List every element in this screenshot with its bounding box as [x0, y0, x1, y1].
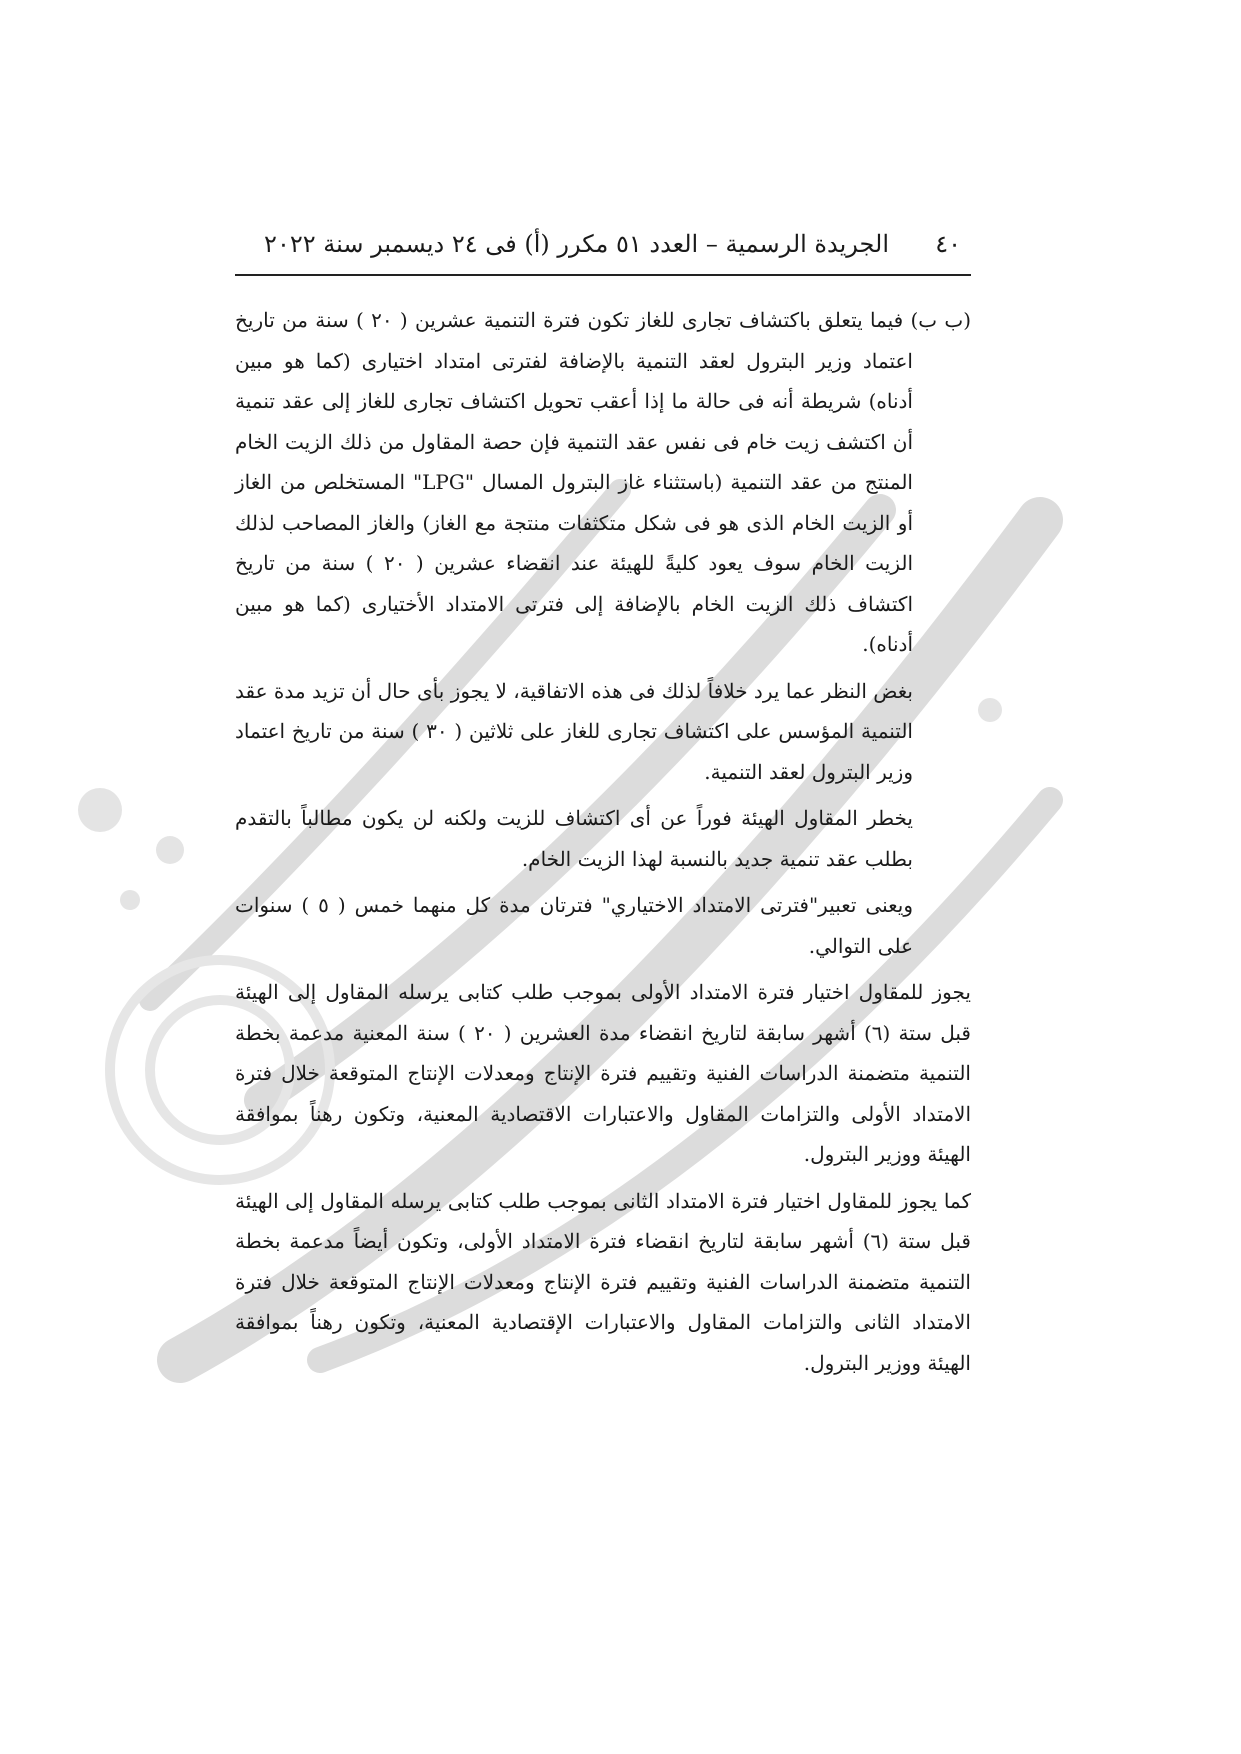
paragraph-first-extension: يجوز للمقاول اختيار فترة الامتداد الأولى بموجب طلب كتابى يرسله المقاول إلى الهيئة قبل ستة (٦) أشهر سابقة لتاريخ انقضاء مدة العشرين ( ٢٠ ) سنة المعنية مدعمة بخطة التنمية متضمنة الدراسات الفنية وتقييم فترة الإنتاج ومعدلات الإنتاج المتوقعة خلال فترة الامتداد الأولى والتزامات المقاول والاعتبارات الاقتصادية المعنية، وتكون رهناً بموافقة الهيئة ووزير البترول.	[235, 980, 971, 1166]
paragraph-oil-notification: يخطر المقاول الهيئة فوراً عن أى اكتشاف للزيت ولكنه لن يكون مطالباً بالتقدم بطلب عقد تنمية جديد بالنسبة لهذا الزيت الخام.	[235, 806, 913, 871]
page-number: ٤٠	[935, 230, 961, 258]
gazette-title: الجريدة الرسمية – العدد ٥١ مكرر (أ) فى ٢٤ ديسمبر سنة ٢٠٢٢	[264, 230, 889, 258]
paragraph-max-duration: بغض النظر عما يرد خلافاً لذلك فى هذه الاتفاقية، لا يجوز بأى حال أن تزيد مدة عقد التنمية المؤسس على اكتشاف تجارى للغاز على ثلاثين ( ٣٠ ) سنة من تاريخ اعتماد وزير البترول لعقد التنمية.	[235, 678, 913, 784]
page-header	[235, 228, 971, 276]
document-body	[235, 300, 971, 1389]
paragraph-extension-definition: ويعنى تعبير"فترتى الامتداد الاختياري" فترتان مدة كل منهما خمس ( ٥ ) سنوات على التوالي.	[235, 893, 913, 958]
paragraph-gas-discovery: (ب ب) فيما يتعلق باكتشاف تجارى للغاز تكون فترة التنمية عشرين ( ٢٠ ) سنة من تاريخ اعتماد وزير البترول لعقد التنمية بالإضافة لفترتى امتداد اختيارى (كما هو مبين أدناه) شريطة أنه فى حالة ما إذا أعقب تحويل اكتشاف تجارى للغاز إلى عقد تنمية أن اكتشف زيت خام فى نفس عقد التنمية فإن حصة المقاول من ذلك الزيت الخام المنتج من عقد التنمية (باستثناء غاز البترول المسال "LPG" المستخلص من الغاز أو الزيت الخام الذى هو فى شكل متكثفات منتجة مع الغاز) والغاز المصاحب لذلك الزيت الخام سوف يعود كليةً للهيئة عند انقضاء عشرين ( ٢٠ ) سنة من تاريخ اكتشاف ذلك الزيت الخام بالإضافة إلى فترتى الامتداد الأختيارى (كما هو مبين أدناه).	[235, 308, 972, 656]
paragraph-second-extension: كما يجوز للمقاول اختيار فترة الامتداد الثانى بموجب طلب كتابى يرسله المقاول إلى الهيئة قبل ستة (٦) أشهر سابقة لتاريخ انقضاء فترة الامتداد الأولى، وتكون أيضاً مدعمة بخطة التنمية متضمنة الدراسات الفنية وتقييم فترة الإنتاج ومعدلات الإنتاج المتوقعة خلال فترة الامتداد الثانى والتزامات المقاول والاعتبارات الإقتصادية المعنية، وتكون رهناً بموافقة الهيئة ووزير البترول.	[235, 1188, 971, 1375]
